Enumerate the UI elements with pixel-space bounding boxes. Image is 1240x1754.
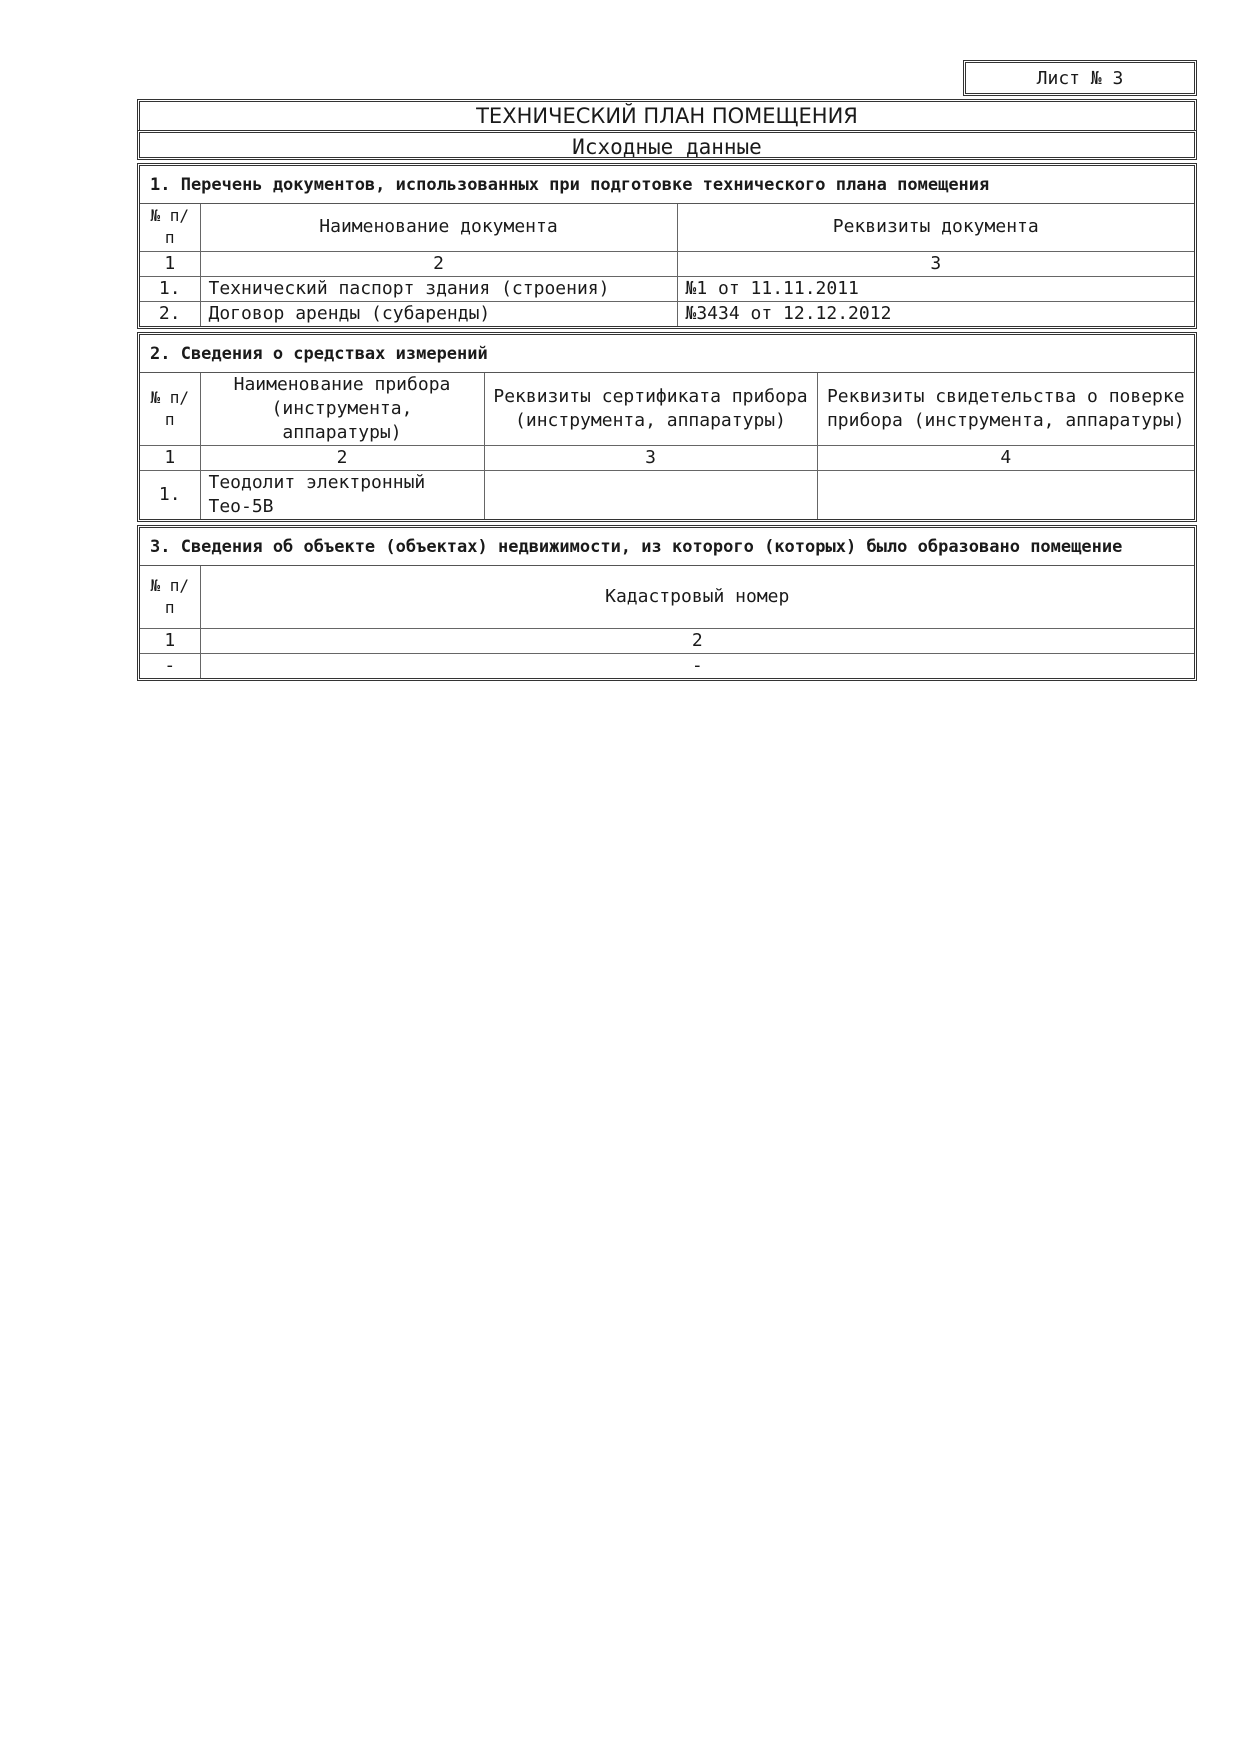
col-number: 3: [484, 446, 817, 471]
col-header-verification: Реквизиты свидетельства о поверке прибора (инструмента, аппаратуры): [817, 373, 1194, 446]
instrument-certificate: [484, 471, 817, 520]
col-header-certificate: Реквизиты сертификата прибора (инструмента, аппаратуры): [484, 373, 817, 446]
document-subtitle: Исходные данные: [137, 130, 1197, 160]
section-source-objects-title: 3. Сведения об объекте (объектах) недвижимости, из которого (которых) было образовано помещение: [140, 528, 1194, 566]
col-header-cadastral-number: Кадастровый номер: [200, 566, 1194, 628]
row-num: 1.: [140, 471, 200, 520]
row-num: -: [140, 653, 200, 678]
col-header-num: № п/п: [140, 373, 200, 446]
row-num: 2.: [140, 301, 200, 326]
col-header-doc-details: Реквизиты документа: [677, 204, 1194, 251]
col-number: 1: [140, 446, 200, 471]
column-numbers-row: [140, 251, 1194, 276]
source-objects-table: [140, 566, 1194, 678]
documents-table: [140, 204, 1194, 326]
table-header-row: [140, 204, 1194, 251]
col-number: 2: [200, 251, 677, 276]
document-title: ТЕХНИЧЕСКИЙ ПЛАН ПОМЕЩЕНИЯ: [137, 99, 1197, 130]
col-number: 1: [140, 628, 200, 653]
col-number: 1: [140, 251, 200, 276]
column-numbers-row: [140, 628, 1194, 653]
instrument-verification: [817, 471, 1194, 520]
doc-details: №3434 от 12.12.2012: [677, 301, 1194, 326]
table-row: [140, 301, 1194, 326]
sheet-number-label: Лист № 3: [1036, 67, 1124, 89]
doc-name: Технический паспорт здания (строения): [200, 276, 677, 301]
table-header-row: [140, 373, 1194, 446]
section-source-objects: [137, 525, 1197, 681]
table-row: [140, 653, 1194, 678]
table-row: [140, 276, 1194, 301]
table-header-row: [140, 566, 1194, 628]
instruments-table: [140, 373, 1194, 520]
doc-details: №1 от 11.11.2011: [677, 276, 1194, 301]
cadastral-number: -: [200, 653, 1194, 678]
instrument-name: Теодолит электронный Teo-5B: [200, 471, 484, 520]
col-number: 4: [817, 446, 1194, 471]
col-number: 2: [200, 446, 484, 471]
section-documents: [137, 163, 1197, 329]
sheet-number: [963, 60, 1197, 96]
doc-name: Договор аренды (субаренды): [200, 301, 677, 326]
col-header-num: № п/п: [140, 566, 200, 628]
col-header-instrument-name: Наименование прибора (инструмента, аппаратуры): [200, 373, 484, 446]
column-numbers-row: [140, 446, 1194, 471]
col-header-num: № п/п: [140, 204, 200, 251]
section-measuring-instruments: [137, 332, 1197, 523]
table-row: [140, 471, 1194, 520]
col-number: 3: [677, 251, 1194, 276]
col-header-doc-name: Наименование документа: [200, 204, 677, 251]
row-num: 1.: [140, 276, 200, 301]
section-instruments-title: 2. Сведения о средствах измерений: [140, 335, 1194, 373]
section-documents-title: 1. Перечень документов, использованных при подготовке технического плана помещения: [140, 166, 1194, 204]
col-number: 2: [200, 628, 1194, 653]
technical-plan-document: [137, 99, 1197, 681]
